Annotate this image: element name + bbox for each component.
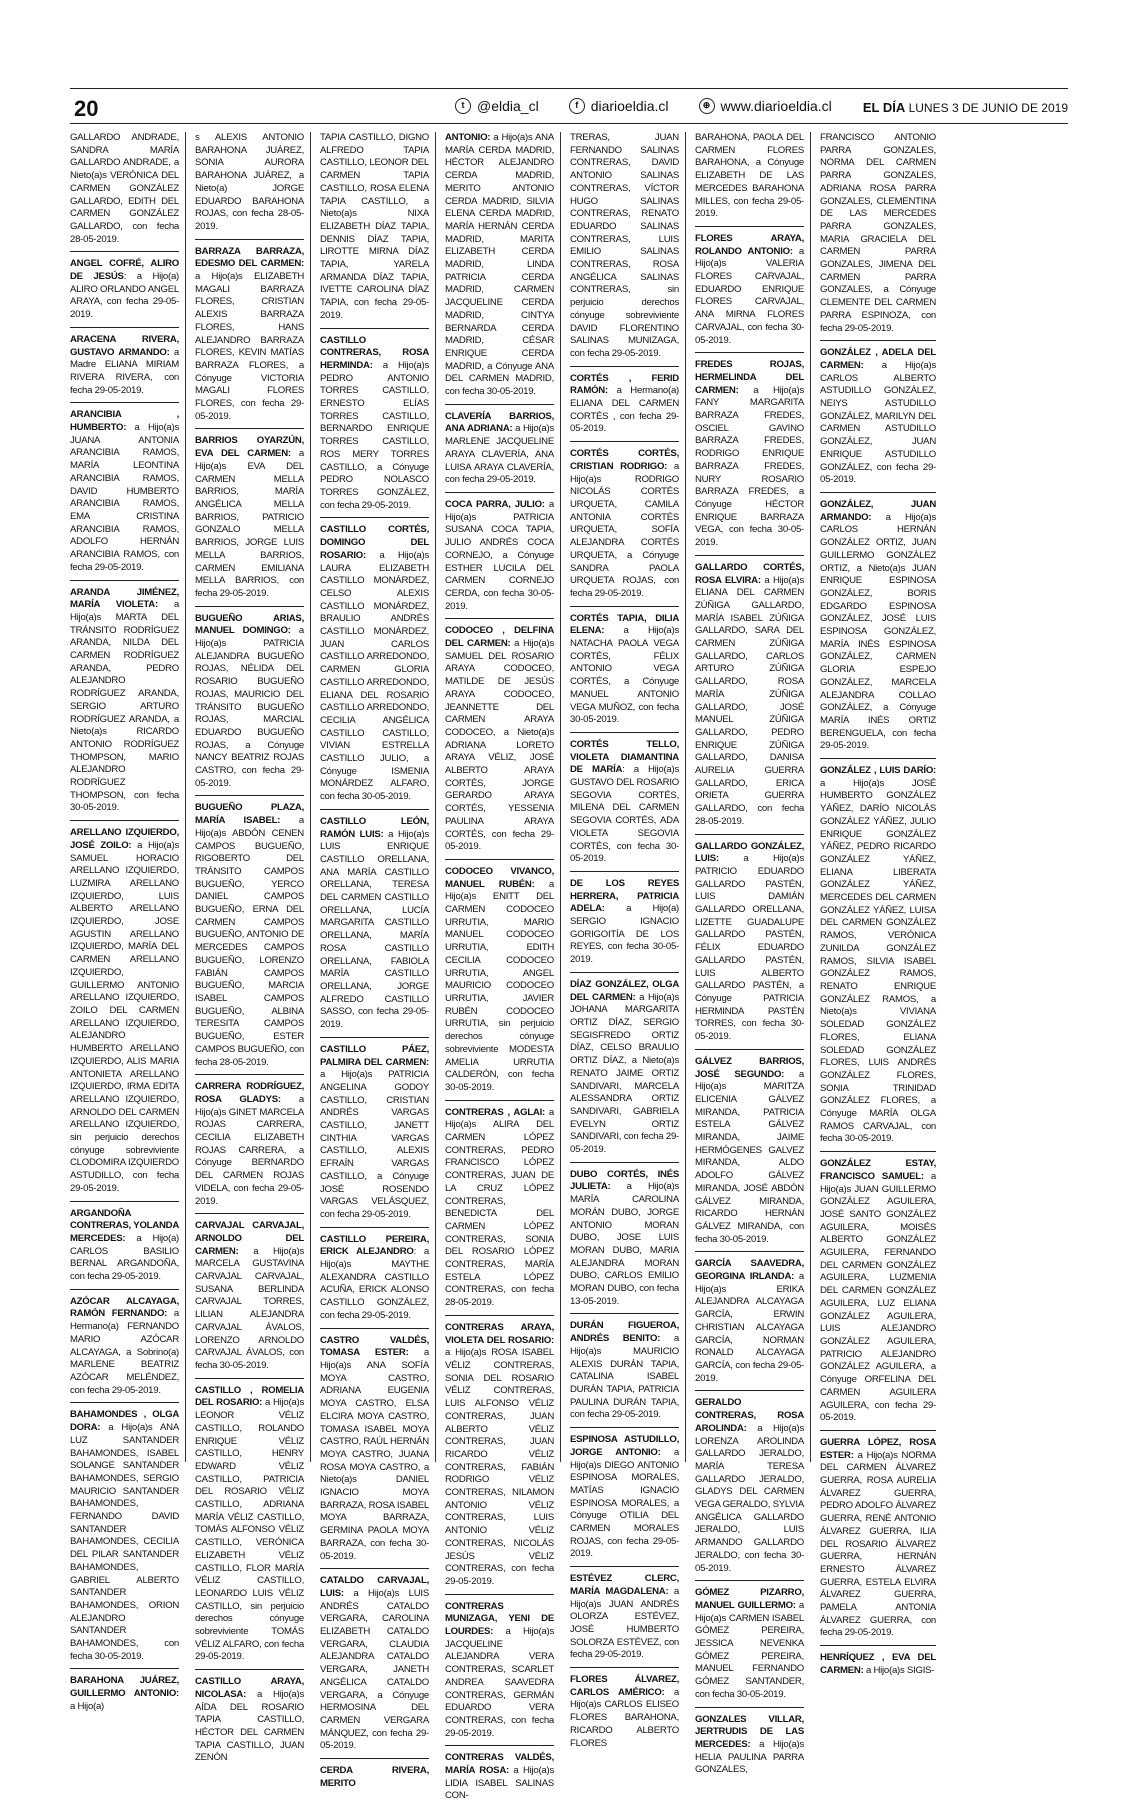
notice-entry — [70, 587, 179, 822]
notice-entry — [445, 1107, 554, 1316]
heirs-text: a Hijo(a)s CARMEN ISABEL GÓMEZ PEREIRA, JESSICA NEVENKA GÓMEZ PEREIRA, MANUEL FERNANDO GÓMEZ SANTANDER, con fecha 30-05-2019. — [695, 1599, 804, 1700]
heirs-text: a Hijo(a)s CARLOS ELISEO FLORES BARAHONA, RICARDO ALBERTO FLORES — [570, 1686, 679, 1749]
deceased-name: CODOCEO , DELFINA DEL CARMEN: — [445, 625, 554, 650]
notice-entry — [570, 878, 679, 973]
notice-entry — [570, 1434, 679, 1567]
heirs-text: a Hijo(a)s ANA SOFÍA MOYA CASTRO, ADRIANA EUGENIA MOYA CASTRO, ELSA ELCIRA MOYA CASTRO, TOMASA ISABEL MOYA CASTRO, RAÚL HERNÁN MOYA CASTRO, JUANA ROSA MOYA CASTRO, a Nieto(a)s DANIEL IGNACIO MOYA BARRAZA, ROSA ISABEL MOYA BARRAZA, GERMINA PAOLA MOYA BARRAZA, con fecha 30-05-2019. — [320, 1347, 429, 1562]
column-4 — [445, 132, 561, 1802]
deceased-name: GALLARDO GONZÁLEZ, LUIS: — [695, 840, 804, 865]
heirs-text: a Hijo(a)s LUIS ENRIQUE CASTILLO ORELLANA, ANA MARÍA CASTILLO ORELLANA, TERESA DEL CARMEN CASTILLO ORELLANA, LUCÍA MARGARITA CASTILLO ORELLANA, MARÍA ROSA CASTILLO ORELLANA, FABIOLA MARÍA CASTILLO ORELLANA, JORGE ALFREDO CASTILLO SASSO, con fecha 29-05-2019. — [320, 828, 430, 1031]
notice-entry — [445, 411, 554, 493]
heirs-text: a Hijo(a)s LEONOR VÉLIZ CASTILLO, ROLANDO ENRIQUE VÉLIZ CASTILLO, HENRY EDWARD VÉLIZ CASTILLO, PATRICIA DEL ROSARIO VÉLIZ CASTILLO, ADRIANA MARÍA VÉLIZ CASTILLO, TOMÁS ALFONSO VÉLIZ CASTILLO, VERÓNICA ELIZABETH VÉLIZ CASTILLO, FLOR MARÍA VÉLIZ CASTILLO, LEONARDO LUIS VÉLIZ CASTILLO, sin perjuicio derechos cónyuge sobreviviente TOMÁS VÉLIZ ALFARO, con fecha 29-05-2019. — [195, 1397, 304, 1663]
deceased-name: ANTONIO: — [445, 132, 491, 143]
heirs-text: a Hijo(a)s FANY MARGARITA BARRAZA FREDES, OSCIEL GAVINO BARRAZA FREDES, RODRIGO ENRIQUE BARRAZA FREDES, NURY ROSARIO BARRAZA FREDES, a Cónyuge HÉCTOR ENRIQUE BARRAZA VEGA, con fecha 30-05-2019. — [695, 384, 804, 549]
deceased-name: CARRERA RODRÍGUEZ, ROSA GLADYS: — [195, 1081, 304, 1105]
heirs-text: s ALEXIS ANTONIO BARAHONA JUÁREZ, SONIA AURORA BARAHONA JUÁREZ, a Nieto(a) JORGE EDUARDO BARAHONA ROJAS, con fecha 28-05-2019. — [195, 132, 304, 232]
web-icon: ⊕ — [699, 98, 715, 114]
heirs-text: FRANCISCO ANTONIO PARRA GONZALES, NORMA DEL CARMEN PARRA GONZALES, ADRIANA ROSA PARRA GONZALES, CLEMENTINA DE LAS MERCEDES PARRA GONZALES, MARIA GRACIELA DEL CARMEN PARRA GONZALES, JIMENA DEL CARMEN PARRA GONZALES, a Cónyuge CLEMENTE DEL CARMEN PARRA ESPINOZA, con fecha 29-05-2019. — [820, 132, 936, 334]
notice-entry — [570, 1320, 679, 1428]
heirs-text: a Hijo(a)s RODRIGO NICOLÁS CORTÉS URQUETA, CAMILA ANTONIA CORTÉS URQUETA, SOFÍA ALEJANDRA CORTÉS URQUETA, a Cónyuge SANDRA PAOLA URQUETA ROJAS, con fecha 29-05-2019. — [570, 460, 679, 599]
notice-entry — [195, 435, 304, 606]
issue-date: LUNES 3 DE JUNIO DE 2019 — [908, 101, 1068, 115]
notice-entry — [445, 1601, 554, 1747]
deceased-name: ESPINOSA ASTUDILLO, JORGE ANTONIO: — [570, 1434, 679, 1458]
heirs-text: a Hijo(a)s GINET MARCELA ROJAS CARRERA, CECILIA ELIZABETH ROJAS CARRERA, a Cónyuge BERNARDO DEL CARMEN ROJAS VIDELA, con fecha 29-05-2019. — [195, 1093, 304, 1207]
heirs-text: a Madre ELIANA MIRIAM RIVERA RIVERA, con fecha 29-05-2019. — [70, 346, 179, 396]
heirs-text: a Hijo(a)s DIEGO ANTONIO ESPINOSA MORALES, MATÍAS IGNACIO ESPINOSA MORALES, a Cónyuge OTILIA DEL CARMEN MORALES ROJAS, con fecha 29-05-2019. — [570, 1446, 679, 1560]
deceased-name: GONZÁLEZ , ADELA DEL CARMEN: — [820, 347, 936, 371]
deceased-name: GONZÁLEZ ESTAY, FRANCISCO SAMUEL: — [820, 1158, 936, 1182]
deceased-name: CLAVERÍA BARRIOS, ANA ADRIANA: — [445, 410, 554, 435]
deceased-name: CERDA RIVERA, MERITO — [320, 1765, 429, 1789]
notice-entry — [695, 132, 804, 227]
notice-entry — [820, 1437, 936, 1646]
deceased-name: CASTILLO , ROMELIA DEL ROSARIO: — [195, 1384, 304, 1409]
deceased-name: GARCÍA SAAVEDRA, GEORGINA IRLANDA: — [695, 1258, 804, 1283]
notice-entry — [320, 335, 429, 519]
deceased-name: CONTRERAS ARAYA, VIOLETA DEL ROSARIO: — [445, 1321, 554, 1346]
deceased-name: CONTRERAS MUNIZAGA, YENI DE LOURDES: — [445, 1600, 554, 1638]
heirs-text: a Hijo(a)s ERIKA ALEJANDRA ALCAYAGA GARCÍA, ERWIN CHRISTIAN ALCAYAGA GARCÍA, NORMAN RONALD ALCAYAGA GARCÍA, con fecha 29-05-2019. — [695, 1271, 804, 1384]
notice-entry — [820, 765, 936, 1152]
notice-entry — [695, 359, 804, 556]
deceased-name: CASTRO VALDÉS, TOMASA ESTER: — [320, 1334, 429, 1359]
deceased-name: GONZALES VILLAR, JERTRUDIS DE LAS MERCEDES: — [695, 1713, 804, 1750]
deceased-name: CASTILLO CORTÉS, DOMINGO DEL ROSARIO: — [320, 524, 429, 561]
deceased-name: DURÁN FIGUEROA, ANDRÉS BENITO: — [570, 1320, 679, 1345]
website-link[interactable]: www.diarioeldia.cl — [720, 98, 832, 114]
heirs-text: a Hijo(a)s CARLOS ALBERTO ASTUDILLO GONZÁLEZ, NEIYS ASTUDILLO GONZÁLEZ, MARILYN DEL CARMEN ASTUDILLO GONZÁLEZ, JUAN ENRIQUE ASTUDILLO GONZÁLEZ, con fecha 29-05-2019. — [820, 359, 936, 486]
notice-entry — [320, 132, 429, 329]
deceased-name: GÁLVEZ BARRIOS, JOSÉ SEGUNDO: — [695, 1055, 804, 1080]
heirs-text: a Hijo(a)s PATRICIO EDUARDO GALLARDO PASTÉN, LUIS DAMIÁN GALLARDO ORELLANA, LIZETTE GUADALUPE GALLARDO PASTÉN, FÉLIX EDUARDO GALLARDO PASTÉN, LUIS ALBERTO GALLARDO PASTÉN, a Cónyuge PATRICIA HERMINDA PASTÉN TORRES, con fecha 30-05-2019. — [695, 853, 804, 1043]
heirs-text: a Hijo(a)s PATRICIA ALEJANDRA BUGUEÑO ROJAS, NÉLIDA DEL ROSARIO BUGUEÑO ROJAS, MAURICIO DEL TRÁNSITO BUGUEÑO ROJAS, MARCIAL EDUARDO BUGUEÑO ROJAS, a Cónyuge NANCY BEATRIZ ROJAS CASTRO, con fecha 29-05-2019. — [195, 625, 304, 789]
deceased-name: ARANDA JIMÉNEZ, MARÍA VIOLETA: — [70, 586, 179, 611]
heirs-text: a Hijo(a)s LAURA ELIZABETH CASTILLO MONÁRDEZ, CELSO ALEXIS CASTILLO MONÁRDEZ, BRAULIO ANDRÉS CASTILLO MONÁRDEZ, JUAN CARLOS CASTILLO ARREDONDO, CARMEN GLORIA CASTILLO ARREDONDO, ELIANA DEL ROSARIO CASTILLO ARREDONDO, CECILIA ANGÉLICA CASTILLO CASTILLO, VIVIAN ESTRELLA CASTILLO JULIO, a Cónyuge ISMENIA MONÁRDEZ ALFARO, con fecha 30-05-2019. — [320, 549, 429, 803]
heirs-text: a Hijo(a)s VALERIA FLORES CARVAJAL, EDUARDO ENRIQUE FLORES CARVAJAL, ANA MIRNA FLORES CARVAJAL, con fecha 30-05-2019. — [695, 245, 804, 346]
notice-entry — [70, 132, 179, 252]
notice-entry — [195, 132, 304, 240]
notice-entry — [570, 1573, 679, 1668]
header-bottom-rule — [70, 123, 1068, 124]
deceased-name: GUERRA LÓPEZ, ROSA ESTER: — [820, 1436, 936, 1461]
notice-entry — [445, 1322, 554, 1595]
deceased-name: DÍAZ GONZÁLEZ, OLGA DEL CARMEN: — [570, 978, 679, 1003]
facebook-handle[interactable]: diarioeldia.cl — [590, 98, 669, 114]
heirs-text: : a Hijo(a)s GUSTAVO DEL ROSARIO SEGOVIA CORTÉS, MILENA DEL CARMEN SEGOVIA CORTÉS, ADA VIOLETA SEGOVIA CORTÉS, con fecha 30-05-2019. — [570, 764, 680, 865]
notice-entry — [570, 1169, 679, 1315]
heirs-text: a Hijo(a)s ALIRA DEL CARMEN LÓPEZ CONTRERAS, PEDRO FRANCISCO LÓPEZ CONTRERAS, JUAN DE LA CRUZ LÓPEZ CONTRERAS, BENEDICTA DEL CARMEN LÓPEZ CONTRERAS, SONIA DEL ROSARIO LÓPEZ CONTRERAS, MARÍA ESTELA LÓPEZ CONTRERAS, con fecha 28-05-2019. — [445, 1106, 554, 1309]
twitter-icon: t — [455, 98, 471, 114]
deceased-name: GÓMEZ PIZARRO, MANUEL GUILLERMO: — [695, 1587, 804, 1611]
notice-entry — [320, 1575, 429, 1759]
heirs-text: TAPIA CASTILLO, DIGNO ALFREDO TAPIA CASTILLO, LEONOR DEL CARMEN TAPIA CASTILLO, ROSA ELENA TAPIA CASTILLO, a Nieto(a)s NIXA ELIZABETH DÍAZ TAPIA, DENNIS DÍAZ TAPIA, LIROTTE MIRNA DÍAZ TAPIA, YARELA ARMANDA DÍAZ TAPIA, IVETTE CAROLINA DÍAZ TAPIA, con fecha 29-05-2019. — [320, 132, 429, 321]
paper-name: EL DÍA — [862, 100, 906, 115]
heirs-text: a Hijo(a) CARLOS BASILIO BERNAL ARGANDOÑA, con fecha 29-05-2019. — [70, 1232, 179, 1283]
heirs-text: a Hijo(a)s ELIZABETH MAGALI BARRAZA FLORES, CRISTIAN ALEXIS BARRAZA FLORES, HANS ALEJANDRO BARRAZA FLORES, KEVIN MATÍAS BARRAZA FLORES, a Cónyuge VICTORIA MAGALI FLORES FLORES, con fecha 29-05-2019. — [195, 271, 304, 422]
deceased-name: FLORES ÁLVAREZ, CARLOS AMÉRICO: — [570, 1674, 679, 1698]
heirs-text: a Hijo(a)s PEDRO ANTONIO TORRES CASTILLO, ERNESTO ELÍAS TORRES CASTILLO, BERNARDO ENRIQUE TORRES CASTILLO, ROS MERY TORRES CASTILLO, a Cónyuge PEDRO NOLASCO TORRES GONZÁLEZ, con fecha 29-05-2019. — [320, 359, 429, 511]
heirs-text: a Hermano(a) FERNANDO MARIO AZÓCAR ALCAYAGA, a Sobrino(a) MARLENE BEATRIZ AZÓCAR MELÉNDEZ, con fecha 29-05-2019. — [70, 1308, 179, 1396]
heirs-text: a Hijo(a)s NORMA DEL CARMEN ÁLVAREZ GUERRA, ROSA AURELIA ÁLVAREZ GUERRA, PEDRO ADOLFO ÁLVAREZ GUERRA, RENÉ ANTONIO ÁLVAREZ GUERRA, ILIA DEL ROSARIO ÁLVAREZ GUERRA, HERNÁN ERNESTO ÁLVAREZ GUERRA, ESTELA ELVIRA ÁLVAREZ GUERRA, PAMELA ANTONIA ÁLVAREZ GUERRA, con fecha 29-05-2019. — [820, 1449, 936, 1639]
deceased-name: ANGEL COFRÉ, ALIRO DE JESÚS — [70, 258, 179, 283]
notice-entry — [320, 1044, 429, 1228]
notice-entry — [70, 827, 179, 1201]
heirs-text: a Hijo(a)s CARLOS HERNÁN GONZÁLEZ ORTIZ, JUAN GUILLERMO GONZÁLEZ ORTIZ, a Nieto(a)s JUAN ENRIQUE ESPINOSA GONZÁLEZ, BORIS EDGARDO ESPINOSA GONZÁLEZ, JOSÉ LUIS ESPINOSA GONZÁLEZ, MARÍA INÉS ESPINOSA GONZÁLEZ, CARMEN GLORIA ESPEJO GONZÁLEZ, MARCELA ALEJANDRA COLLAO GONZÁLEZ, a Cónyuge MARÍA INÉS ORTIZ BERENGUELA, con fecha 29-05-2019. — [820, 511, 936, 752]
notice-entry — [320, 1234, 429, 1329]
deceased-name: CORTÉS CORTÉS, CRISTIAN RODRIGO: — [570, 448, 679, 472]
notice-entry — [70, 334, 179, 404]
deceased-name: COCA PARRA, JULIO: — [445, 498, 545, 510]
heirs-text: GALLARDO ANDRADE, SANDRA MARÍA GALLARDO ANDRADE, a Nieto(a)s VERÓNICA DEL CARMEN GONZÁLEZ GALLARDO, EDITH DEL CARMEN GONZÁLEZ GALLARDO, con fecha 28-05-2019. — [70, 132, 179, 245]
heirs-text: a Hijo(a)s MARCELA GUSTAVINA CARVAJAL CARVAJAL, SUSANA BERLINDA CARVAJAL TORRES, LILIAN ALEJANDRA CARVAJAL ÁVALOS, LORENZO ARNOLDO CARVAJAL ÁVALOS, con fecha 30-05-2019. — [195, 1245, 304, 1371]
notice-entry — [570, 979, 679, 1163]
heirs-text: a Hijo(a)s SIGIS- — [863, 1664, 935, 1676]
deceased-name: CASTILLO PÁEZ, PALMIRA DEL CARMEN: — [320, 1043, 429, 1068]
deceased-name: DE LOS REYES HERRERA, PATRICIA ADELA: — [570, 877, 679, 915]
deceased-name: CASTILLO ARAYA, NICOLASA: — [195, 1676, 304, 1700]
notice-entry — [820, 347, 936, 493]
deceased-name: GALLARDO CORTÉS, ROSA ELVIRA: — [695, 561, 804, 586]
notice-entry — [695, 1397, 804, 1581]
heirs-text: a Hijo(a)s JUAN GUILLERMO GONZÁLEZ AGUILERA, JOSÉ SANTO GONZÁLEZ AGUILERA, MOISÉS ALBERTO GONZÁLEZ AGUILERA, FERNANDO DEL CARMEN GONZÁLEZ AGUILERA, LUZMENIA DEL CARMEN GONZÁLEZ AGUILERA, LUZ ELIANA GONZÁLEZ AGUILERA, LUIS ALEJANDRO GONZÁLEZ AGUILERA, PATRICIO ALEJANDRO GONZÁLEZ AGUILERA, a Cónyuge ORFELINA DEL CARMEN AGUILERA AGUILERA, con fecha 29-05-2019. — [820, 1170, 936, 1424]
notice-entry — [195, 1081, 304, 1214]
deceased-name: CASTILLO LEÓN, RAMÓN LUIS: — [320, 815, 429, 840]
heirs-text: a Hijo(a)s JOSÉ HUMBERTO GONZÁLEZ YÁÑEZ, DARÍO NICOLÁS GONZÁLEZ YÁÑEZ, JULIO ENRIQUE GONZÁLEZ YÁÑEZ, PEDRO RICARDO GONZÁLEZ YÁÑEZ, ELIANA LIBERATA GONZÁLEZ YÁÑEZ, MERCEDES DEL CARMEN GONZÁLEZ YÁÑEZ, LUISA DEL CARMEN GONZÁLEZ RAMOS, VERÓNICA ZUNILDA GONZÁLEZ RAMOS, SILVIA ISABEL GONZÁLEZ RAMOS, RENATO ENRIQUE GONZÁLEZ RAMOS, a Nieto(a)s VIVIANA SOLEDAD GONZÁLEZ FLORES, ELIANA SOLEDAD GONZÁLEZ FLORES, LUIS ANDRÉS GONZÁLEZ FLORES, SONIA TRINIDAD GONZÁLEZ FLORES, a Cónyuge MARÍA OLGA RAMOS CARVAJAL, con fecha 30-05-2019. — [820, 777, 936, 1145]
notice-entry — [695, 1056, 804, 1253]
twitter-handle[interactable]: @eldia_cl — [477, 98, 539, 114]
notice-entry — [820, 499, 936, 759]
heirs-text: : a Hijo(a) ALIRO ORLANDO ANGEL ARAYA, con fecha 29-05-2019. — [70, 271, 179, 321]
deceased-name: HENRÍQUEZ , EVA DEL CARMEN: — [820, 1652, 936, 1676]
page-number: 20 — [74, 96, 99, 121]
notice-entry — [820, 132, 936, 341]
notice-entry — [695, 841, 804, 1050]
notice-entry — [445, 1752, 554, 1808]
deceased-name: ARANCIBIA , HUMBERTO: — [70, 409, 179, 434]
heirs-text: a Hijo(a)s MARÍA CAROLINA MORÁN DUBO, JORGE ANTONIO MORAN DUBO, JOSE LUIS MORAN DUBO, MARIA ALEJANDRA MORAN DUBO, CARLOS EMILIO MORAN DUBO, con fecha 13-05-2019. — [570, 1181, 679, 1307]
deceased-name: BUGUEÑO PLAZA, MARÍA ISABEL: — [195, 802, 304, 827]
column-5 — [570, 132, 686, 1749]
notice-entry — [195, 1385, 304, 1670]
heirs-text: a Hijo(a)s JOHANA MARGARITA ORTIZ DÍAZ, SERGIO SEGISFREDO ORTIZ DÍAZ, CELSO BRAULIO ORTIZ DÍAZ, a Nieto(a)s RENATO JAIME ORTIZ SANDIVARI, MARCELA ALESSANDRA ORTIZ SANDIVARI, GABRIELA EVELYN ORTIZ SANDIVARI, con fecha 29-05-2019. — [570, 991, 679, 1156]
social-links — [455, 98, 832, 114]
heirs-text: a Hijo(a)s ANA MARÍA CERDA MADRID, HÉCTOR ALEJANDRO CERDA MADRID, MERITO ANTONIO CERDA MADRID, SILVIA ELENA CERDA MADRID, MARÍA HERNÁN CERDA MADRID, MARITA ELIZABETH CERDA MADRID, LINDA PATRICIA CERDA MADRID, CARMEN JACQUELINE CERDA MADRID, CINTYA BERNARDA CERDA MADRID, CÉSAR ENRIQUE CERDA MADRID, a Cónyuge ANA DEL CARMEN MADRID, con fecha 30-05-2019. — [445, 132, 554, 398]
deceased-name: FLORES ARAYA, ROLANDO ANTONIO: — [695, 232, 804, 257]
heirs-text: a Hijo(a)s EVA DEL CARMEN MELLA BARRIOS, MARÍA ANGÉLICA MELLA BARRIOS, PATRICIO GONZALO MELLA BARRIOS, JORGE LUIS MELLA BARRIOS, CARMEN EMILIANA MELLA BARRIOS, con fecha 29-05-2019. — [195, 448, 304, 599]
heirs-text: BARAHONA, PAOLA DEL CARMEN FLORES BARAHONA, a Cónyuge ELIZABETH DE LAS MERCEDES BARAHONA MILLES, con fecha 29-05-2019. — [695, 132, 804, 220]
deceased-name: GONZÁLEZ , LUIS DARÍO: — [820, 765, 936, 777]
notice-entry — [820, 1158, 936, 1431]
deceased-name: BARAHONA JUÁREZ, GUILLERMO ANTONIO: — [70, 1675, 179, 1700]
notice-entry — [570, 132, 679, 367]
heirs-text: a Hijo(a)s ENITT DEL CARMEN CODOCEO URRUTIA, MARIO MANUEL CODOCEO URRUTIA, EDITH CECILIA CODOCEO URRUTIA, ANGEL MAURICIO CODOCEO URRUTIA, JAVIER RUBÉN CODOCEO URRUTIA, sin perjuicio derechos cónyuge sobreviviente MODESTA AMELIA URRUTIA CALDERÓN, con fecha 30-05-2019. — [445, 878, 554, 1093]
notice-entry — [195, 613, 304, 797]
deceased-name: BUGUEÑO ARIAS, MANUEL DOMINGO: — [195, 612, 304, 637]
heirs-text: a Hermano(a) ELIANA DEL CARMEN CORTÉS , con fecha 29-05-2019. — [570, 385, 679, 435]
notice-entry — [70, 258, 179, 328]
heirs-text: a Hijo(a) SERGIO IGNACIO GORIGOITÍA DE LOS REYES, con fecha 30-05-2019. — [570, 903, 679, 966]
masthead-brand — [863, 100, 1068, 115]
deceased-name: CONTRERAS VALDÉS, MARÍA ROSA: — [445, 1752, 554, 1777]
heirs-text: a Hijo(a)s PATRICIA SUSANA COCA TAPIA, JULIO ANDRÉS COCA CORNEJO, a Cónyuge ESTHER LUCILA DEL CARMEN CORNEJO CERDA, con fecha 30-05-2019. — [445, 498, 554, 612]
notice-entry — [695, 233, 804, 353]
notice-entry — [570, 739, 679, 872]
notice-entry — [445, 499, 554, 619]
header-top-rule — [70, 88, 1068, 89]
notice-entry — [70, 1296, 179, 1404]
heirs-text: a Hijo(a)s SAMUEL HORACIO ARELLANO IZQUIERDO, LUZMIRA ARELLANO IZQUIERDO, LUIS ALBERTO ARELLANO IZQUIERDO, JOSE AGUSTIN ARELLANO IZQUIERDO, MARÍA DEL CARMEN ARELLANO IZQUIERDO, GUILLERMO ANTONIO ARELLANO IZQUIERDO, ZOILO DEL CARMEN ARELLANO IZQUIERDO, ALEJANDRO HUMBERTO ARELLANO IZQUIERDO, ALIS MARIA ANTONIETA ARELLANO IZQUIERDO, IRMA EDITA ARELLANO IZQUIERDO, ARNOLDO DEL CARMEN ARELLANO IZQUIERDO, sin perjuicio derechos cónyuge sobreviviente CLODOMIRA IZQUIERDO ASTUDILLO, con fecha 29-05-2019. — [70, 839, 179, 1194]
notice-entry — [695, 562, 804, 835]
notice-entry — [195, 246, 304, 430]
heirs-text: a Hijo(a)s AÍDA DEL ROSARIO TAPIA CASTILLO, HÉCTOR DEL CARMEN TAPIA CASTILLO, JUAN ZENÓN — [195, 1688, 304, 1764]
notice-entry — [695, 1258, 804, 1391]
deceased-name: BARRAZA BARRAZA, EDESMO DEL CARMEN: — [195, 245, 304, 270]
notice-entry — [320, 1765, 429, 1795]
deceased-name: ARGANDOÑA CONTRERAS, YOLANDA MERCEDES: — [70, 1207, 179, 1244]
deceased-name: CORTÉS TELLO, VIOLETA DIAMANTINA DE MARÍA — [570, 738, 679, 776]
notice-entry — [320, 524, 429, 809]
deceased-name: CATALDO CARVAJAL, LUIS: — [320, 1575, 429, 1599]
deceased-name: CONTRERAS , AGLAI: — [445, 1106, 545, 1118]
heirs-text: a Hijo(a)s NATACHA PAOLA VEGA CORTÉS, FÉLIX ANTONIO VEGA CORTÉS, a Cónyuge MANUEL ANTONIO VEGA MUÑOZ, con fecha 30-05-2019. — [570, 625, 679, 726]
column-1 — [70, 132, 186, 1712]
notice-entry — [320, 816, 429, 1038]
heirs-text: a Hijo(a)s SAMUEL DEL ROSARIO ARAYA CODOCEO, MATILDE DE JESÚS ARAYA CODOCEO, JEANNETTE DEL CARMEN ARAYA CODOCEO, a Nieto(a)s ADRIANA LORETO ARAYA VÉLIZ, JOSÉ ALBERTO ARAYA CORTÉS, JORGE GERARDO ARAYA CORTÉS, YESSENIA PAULINA ARAYA CORTÉS, con fecha 29-05-2019. — [445, 638, 554, 853]
column-2 — [195, 132, 311, 1764]
heirs-text: a Hijo(a)s ROSA ISABEL VÉLIZ CONTRERAS, SONIA DEL ROSARIO VÉLIZ CONTRERAS, LUIS ALFONSO VÉLIZ CONTRERAS, JUAN ALBERTO VÉLIZ CONTRERAS, JUAN RICARDO VÉLIZ CONTRERAS, FABIÁN RODRIGO VÉLIZ CONTRERAS, NILAMON ANTONIO VÉLIZ CONTRERAS, LUIS ANTONIO VÉLIZ CONTRERAS, NICOLÁS JESÚS VÉLIZ CONTRERAS, con fecha 29-05-2019. — [445, 1347, 554, 1587]
column-6 — [695, 132, 811, 1776]
heirs-text: a Hijo(a)s JUANA ANTONIA ARANCIBIA RAMOS, MARÍA LEONTINA ARANCIBIA RAMOS, DAVID HUMBERTO ARANCIBIA RAMOS, EMA CRISTINA ARANCIBIA RAMOS, ADOLFO HERNÁN ARANCIBIA RAMOS, con fecha 29-05-2019. — [70, 422, 179, 573]
page-header — [70, 88, 1068, 124]
heirs-text: a Hijo(a)s ELIANA DEL CARMEN ZÚÑIGA GALLARDO, MARÍA ISABEL ZÚÑIGA GALLARDO, SARA DEL CARMEN ZÚÑIGA GALLARDO, CARLOS ARTURO ZÚÑIGA GALLARDO, ROSA MARÍA ZÚÑIGA GALLARDO, JOSÉ MANUEL ZÚÑIGA GALLARDO, PEDRO ENRIQUE ZÚÑIGA GALLARDO, DANISA AURELIA GUERRA GALLARDO, ERICA ORIETA GUERRA GALLARDO, con fecha 28-05-2019. — [695, 574, 804, 827]
notice-entry — [320, 1335, 429, 1570]
heirs-text: a Hijo(a)s LIDIA ISABEL SALINAS CON- — [445, 1765, 554, 1802]
deceased-name: AZÓCAR ALCAYAGA, RAMÓN FERNANDO: — [70, 1295, 179, 1320]
notice-entry — [70, 1675, 179, 1718]
deceased-name: CASTILLO CONTRERAS, ROSA HERMINDA: — [320, 334, 429, 371]
deceased-name: BAHAMONDES , OLGA DORA: — [70, 1409, 179, 1434]
column-7 — [820, 132, 936, 1676]
heirs-text: a Hijo(a)s ANA LUZ SANTANDER BAHAMONDES, ISABEL SOLANGE SANTANDER BAHAMONDES, SERGIO MAURICIO SANTANDER BAHAMONDES, FERNANDO DAVID SANTANDER BAHAMONDES, CECILIA DEL PILAR SANTANDER BAHAMONDES, GABRIEL ALBERTO SANTANDER BAHAMONDES, ORION ALEJANDRO SANTANDER BAHAMONDES, con fecha 30-05-2019. — [70, 1422, 179, 1662]
notice-entry — [70, 1208, 179, 1290]
notice-entry — [570, 373, 679, 443]
deceased-name: DUBO CORTÉS, INÉS JULIETA: — [570, 1168, 679, 1193]
notice-columns — [70, 132, 1068, 1802]
heirs-text: a Hijo(a)s HELIA PAULINA PARRA GONZALES, — [695, 1738, 804, 1776]
deceased-name: CASTILLO PEREIRA, ERICK ALEJANDRO — [320, 1233, 429, 1258]
deceased-name: CARVAJAL CARVAJAL, ARNOLDO DEL CARMEN: — [195, 1220, 304, 1257]
notice-entry — [570, 613, 679, 733]
notice-entry — [570, 448, 679, 606]
heirs-text: a Hijo(a)s JUAN ANDRÉS OLORZA ESTÉVEZ, JOSÉ HUMBERTO SOLORZA ESTÉVEZ, con fecha 29-05-2019. — [570, 1585, 679, 1661]
deceased-name: ESTÉVEZ CLERC, MARÍA MAGDALENA: — [570, 1573, 679, 1597]
facebook-icon: f — [569, 98, 585, 114]
heirs-text: a Hijo(a)s PATRICIA ANGELINA GODOY CASTILLO, CRISTIAN ANDRÉS VARGAS CASTILLO, JANETT CINTHIA VARGAS CASTILLO, ALEXIS EFRAÍN VARGAS CASTILLO, a Cónyuge JOSÉ ROSENDO VARGAS VELÁSQUEZ, con fecha 29-05-2019. — [320, 1069, 429, 1220]
notice-entry — [820, 1652, 936, 1682]
notice-entry — [195, 1676, 304, 1770]
notice-entry — [445, 132, 554, 405]
deceased-name: GONZÁLEZ, JUAN ARMANDO: — [820, 498, 936, 523]
notice-entry — [445, 625, 554, 860]
deceased-name: BARRIOS OYARZÚN, EVA DEL CARMEN: — [195, 435, 304, 460]
notice-entry — [445, 866, 554, 1101]
heirs-text: TRERAS, JUAN FERNANDO SALINAS CONTRERAS, DAVID ANTONIO SALINAS CONTRERAS, VÍCTOR HUGO SALINAS CONTRERAS, RENATO EDUARDO SALINAS CONTRERAS, LUIS EMILIO SALINAS CONTRERAS, ROSA ANGÉLICA SALINAS CONTRERAS, sin perjuicio derechos cónyuge sobreviviente DAVID FLORENTINO SALINAS MUNIZAGA, con fecha 29-05-2019. — [570, 132, 679, 359]
deceased-name: CODOCEO VIVANCO, MANUEL RUBÉN: — [445, 865, 554, 890]
heirs-text: a Hijo(a)s LUIS ANDRÉS CATALDO VERGARA, CAROLINA ELIZABETH CATALDO VERGARA, CLAUDIA ALEJANDRA CATALDO VERGARA, JANETH ANGÉLICA CATALDO VERGARA, a Cónyuge HERMOSINA DEL CARMEN VERGARA MÁNQUEZ, con fecha 29-05-2019. — [320, 1587, 429, 1752]
heirs-text: a Hijo(a)s ABDÓN CENEN CAMPOS BUGUEÑO, RIGOBERTO DEL TRÁNSITO CAMPOS BUGUEÑO, YERCO DANIEL CAMPOS BUGUEÑO, ERNA DEL CARMEN CAMPOS BUGUEÑO, ANTONIO DE MERCEDES CAMPOS BUGUEÑO, LORENZO FABIÁN CAMPOS BUGUEÑO, MARCIA ISABEL CAMPOS BUGUEÑO, ALBINA TERESITA CAMPOS BUGUEÑO, ESTER CAMPOS BUGUEÑO, con fecha 28-05-2019. — [195, 815, 304, 1068]
notice-entry — [570, 1674, 679, 1755]
heirs-text: a Hijo(a)s MAURICIO ALEXIS DURÁN TAPIA, CATALINA ISABEL DURÁN TAPIA, PATRICIA PAULINA DURÁN TAPIA, con fecha 29-05-2019. — [570, 1333, 679, 1421]
notice-entry — [195, 802, 304, 1075]
deceased-name: CORTÉS TAPIA, DILIA ELENA: — [570, 612, 679, 637]
column-3 — [320, 132, 436, 1789]
heirs-text: a Hijo(a)s MARITZA ELICENIA GÁLVEZ MIRANDA, PATRICIA ESTELA GÁLVEZ MIRANDA, JAIME HERMÓGENES GALVEZ MIRANDA, ALDO ADOLFO GÁLVEZ MIRANDA, JOSÉ ABDÓN GÁLVEZ MIRANDA, RICARDO HERNÁN GÁLVEZ MIRANDA, con fecha 30-05-2019. — [695, 1068, 804, 1245]
notice-entry — [70, 409, 179, 580]
deceased-name: CORTÉS , FERID RAMÓN: — [570, 372, 679, 397]
deceased-name: ARELLANO IZQUIERDO, JOSÉ ZOILO: — [70, 827, 179, 851]
heirs-text: a Hijo(a)s MARLENE JACQUELINE ARAYA CLAVERÍA, ANA LUISA ARAYA CLAVERÍA, con fecha 29-05-2019. — [445, 423, 555, 486]
notice-entry — [195, 1220, 304, 1378]
heirs-text: a Hijo(a)s JACQUELINE ALEJANDRA VERA CONTRERAS, SCARLET ANDREA SAAVEDRA CONTRERAS, GERMÁN EDUARDO VERA CONTRERAS, con fecha 29-05-2019. — [445, 1626, 554, 1739]
deceased-name: GERALDO CONTRERAS, ROSA AROLINDA: — [695, 1397, 804, 1434]
notice-entry — [695, 1587, 804, 1707]
deceased-name: FREDES ROJAS, HERMELINDA DEL CARMEN: — [695, 359, 804, 396]
notice-entry — [70, 1409, 179, 1669]
heirs-text: : a Hijo(a)s MAYTHE ALEXANDRA CASTILLO ACUÑA, ERICK ALONSO CASTILLO GONZÁLEZ, con fecha 29-05-2019. — [320, 1246, 429, 1321]
notice-entry — [695, 1714, 804, 1783]
deceased-name: ARACENA RIVERA, GUSTAVO ARMANDO: — [70, 333, 179, 358]
heirs-text: a Hijo(a) — [70, 1700, 105, 1712]
heirs-text: a Hijo(a)s LORENZA AROLINDA GALLARDO JERALDO, MARÍA TERESA GALLARDO JERALDO, GLADYS DEL CARMEN VEGA GERALDO, SYLVIA ANGÉLICA GALLARDO JERALDO, LUIS ARMANDO GALLARDO JERALDO, con fecha 30-05-2019. — [695, 1422, 804, 1574]
heirs-text: a Hijo(a)s MARTA DEL TRÁNSITO RODRÍGUEZ ARANDA, NILDA DEL CARMEN RODRÍGUEZ ARANDA, PEDRO ALEJANDRO RODRÍGUEZ ARANDA, SERGIO ARTURO RODRÍGUEZ ARANDA, a Nieto(a)s RICARDO ANTONIO RODRÍGUEZ THOMPSON, MARIO ALEJANDRO RODRÍGUEZ THOMPSON, con fecha 30-05-2019. — [70, 599, 179, 814]
